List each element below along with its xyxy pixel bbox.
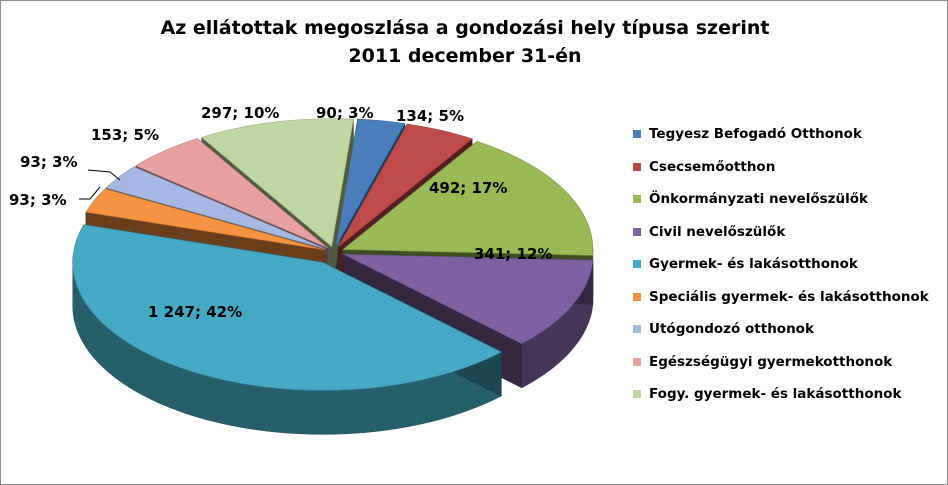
legend-item bbox=[633, 378, 933, 411]
legend-item bbox=[633, 281, 933, 314]
legend-label: Civil nevelőszülők bbox=[649, 223, 786, 240]
data-label-7: 93; 3% bbox=[20, 153, 78, 171]
legend-label: Utógondozó otthonok bbox=[649, 321, 814, 338]
data-label-6: 93; 3% bbox=[9, 191, 67, 209]
legend-item bbox=[633, 346, 933, 379]
legend-item bbox=[633, 248, 933, 281]
legend-swatch bbox=[633, 130, 641, 138]
legend-swatch bbox=[633, 228, 641, 236]
legend-item bbox=[633, 151, 933, 184]
legend-swatch bbox=[633, 358, 641, 366]
legend-item bbox=[633, 313, 933, 346]
legend-label: Egészségügyi gyermekotthonok bbox=[649, 353, 893, 370]
data-label-5: 1 247; 42% bbox=[148, 303, 243, 321]
legend-item bbox=[633, 118, 933, 151]
legend bbox=[633, 118, 933, 411]
chart-title-line-1: Az ellátottak megoszlása a gondozási hely típusa szerint bbox=[160, 17, 770, 39]
data-label-8: 153; 5% bbox=[91, 126, 159, 144]
legend-swatch bbox=[633, 260, 641, 268]
legend-swatch bbox=[633, 163, 641, 171]
legend-item bbox=[633, 216, 933, 249]
legend-label: Fogy. gyermek- és lakásotthonok bbox=[649, 386, 902, 403]
legend-label: Tegyesz Befogadó Otthonok bbox=[649, 126, 862, 143]
data-label-4: 341; 12% bbox=[474, 245, 553, 263]
legend-label: Gyermek- és lakásotthonok bbox=[649, 256, 858, 273]
legend-item bbox=[633, 183, 933, 216]
legend-swatch bbox=[633, 293, 641, 301]
data-label-leader-line bbox=[88, 170, 120, 180]
legend-label: Önkormányzati nevelőszülők bbox=[649, 191, 868, 208]
legend-label: Csecsemőotthon bbox=[649, 158, 776, 175]
data-label-3: 492; 17% bbox=[429, 179, 508, 197]
legend-swatch bbox=[633, 195, 641, 203]
data-label-9: 297; 10% bbox=[201, 104, 280, 122]
legend-label: Speciális gyermek- és lakásotthonok bbox=[649, 288, 929, 305]
chart-title-line-2: 2011 december 31-én bbox=[348, 45, 582, 67]
legend-swatch bbox=[633, 390, 641, 398]
data-label-1: 90; 3% bbox=[316, 104, 374, 122]
data-label-2: 134; 5% bbox=[396, 107, 464, 125]
legend-swatch bbox=[633, 325, 641, 333]
